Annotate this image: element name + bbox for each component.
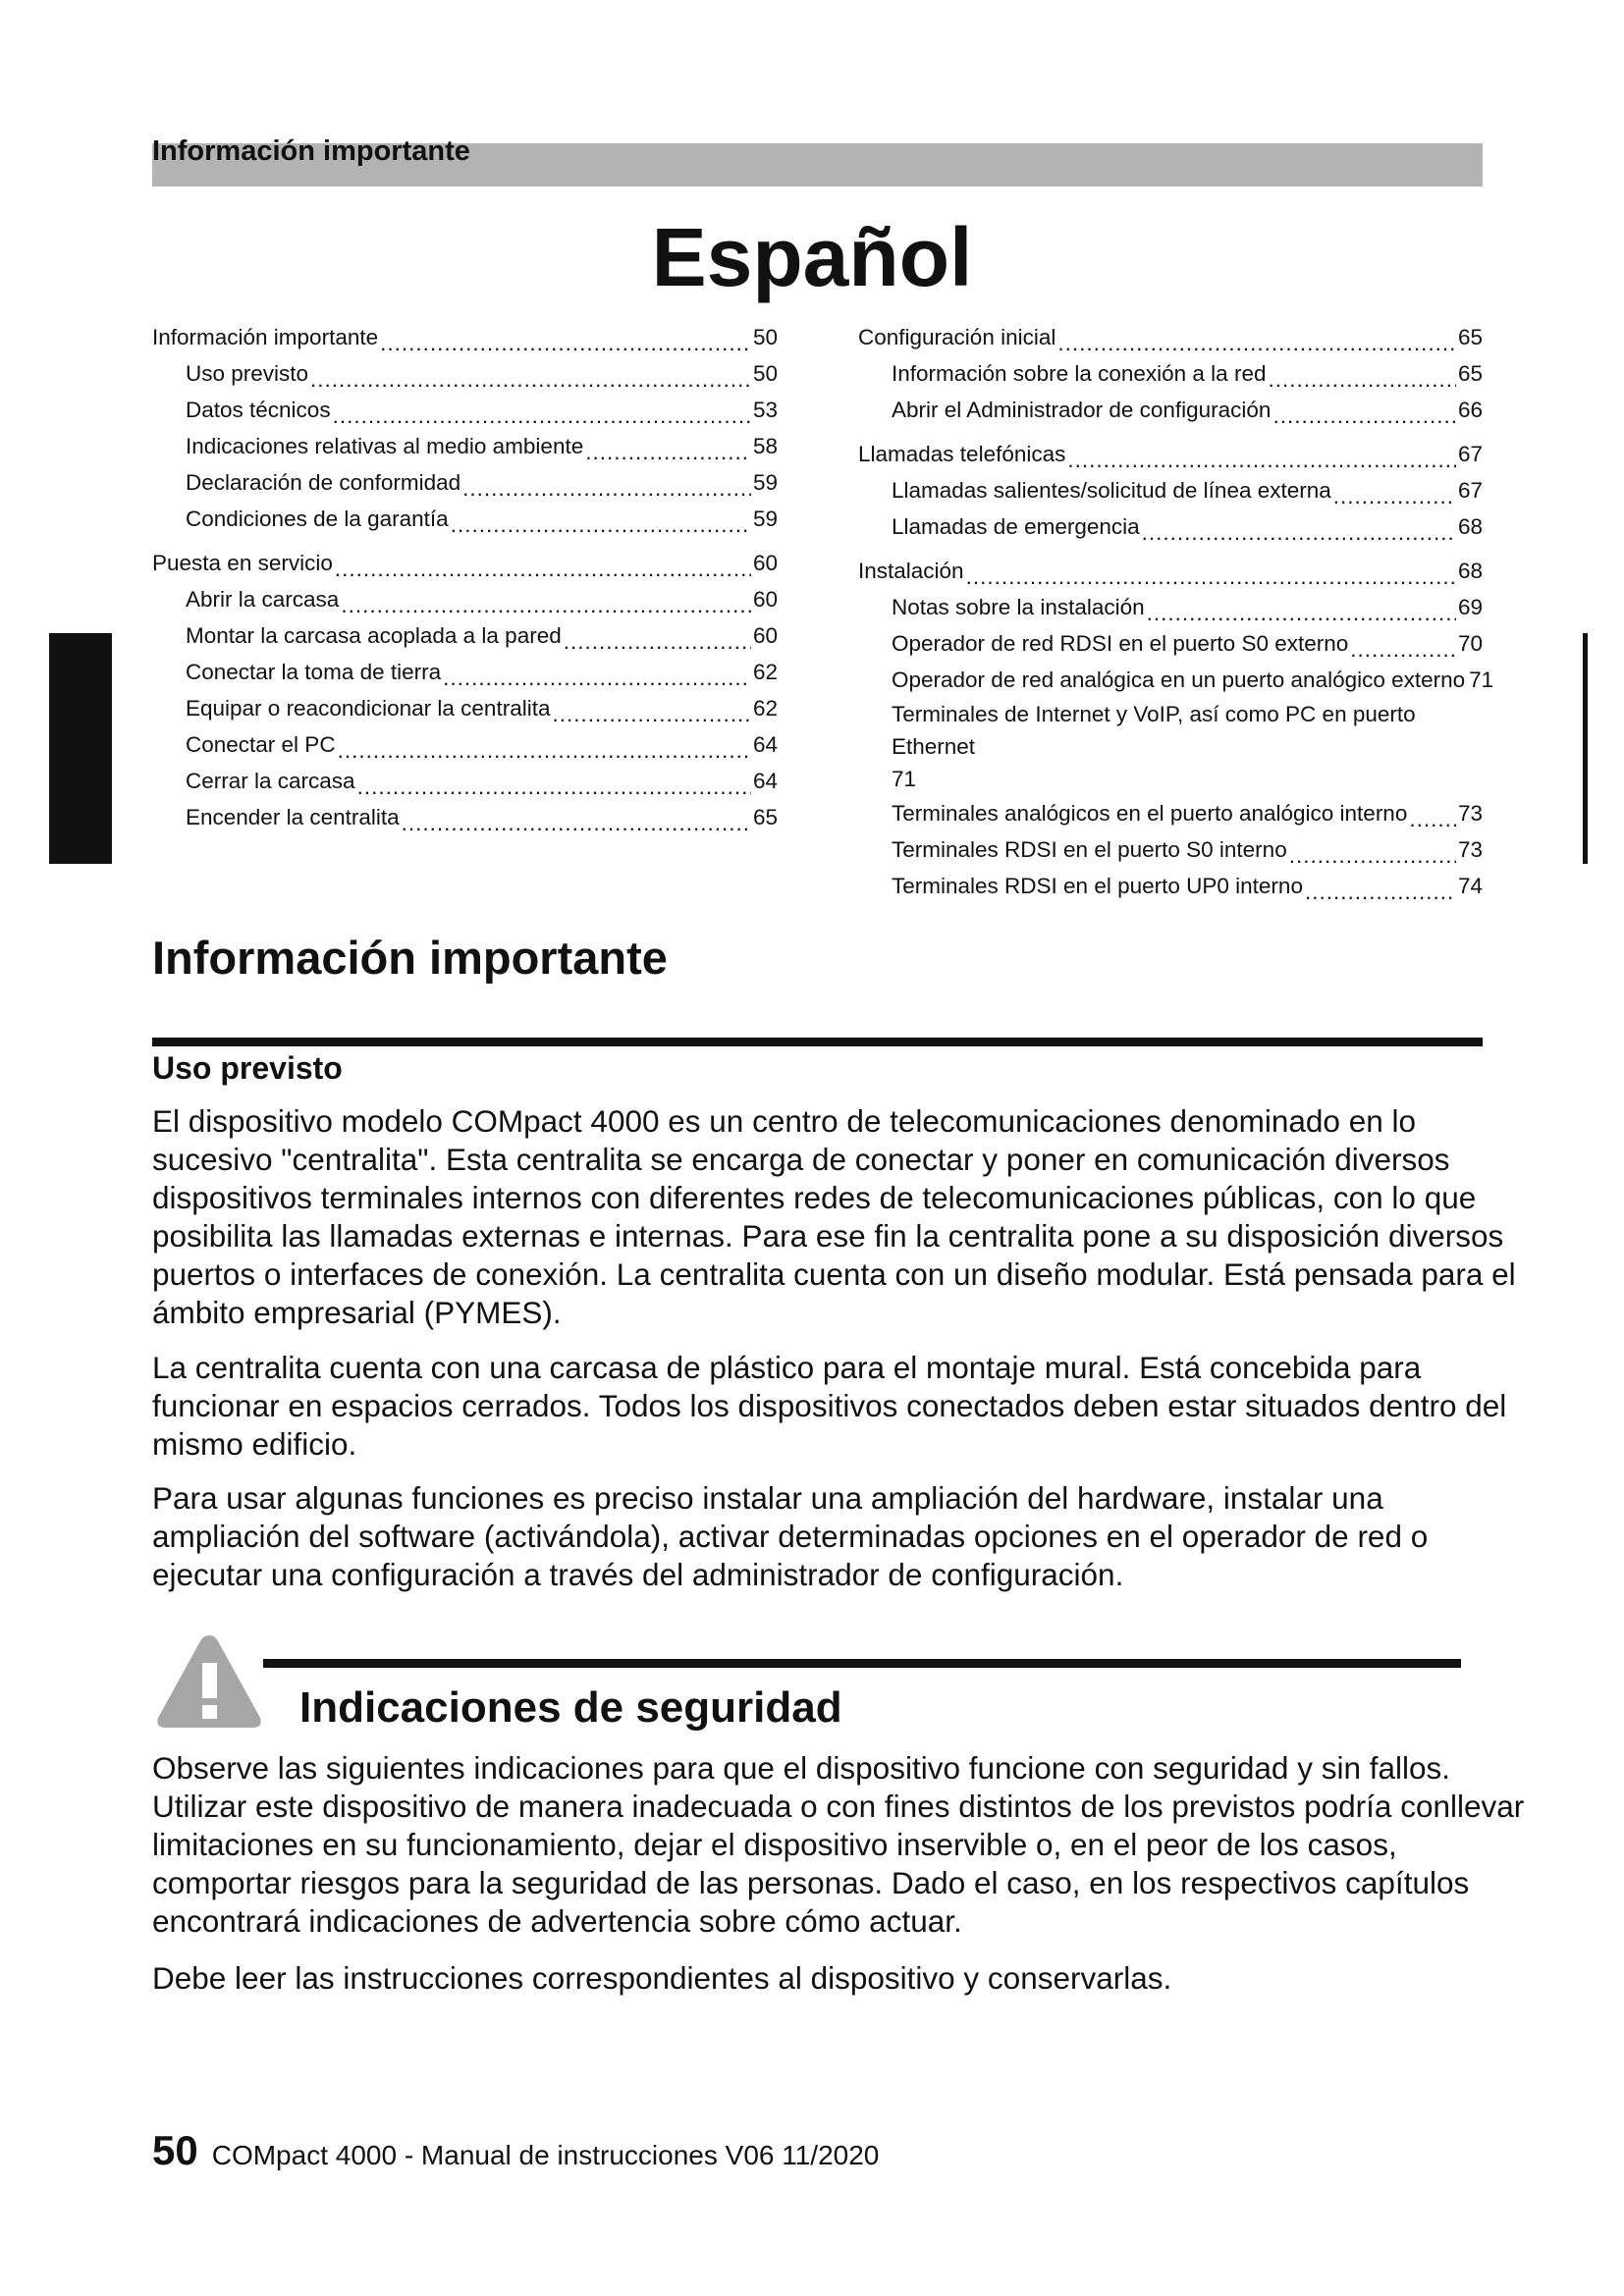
toc-dot-leader xyxy=(552,696,750,721)
toc-entry xyxy=(152,617,778,654)
toc-dot-leader xyxy=(1268,361,1456,387)
toc-entry-page: 71 xyxy=(892,767,917,791)
toc-entry xyxy=(858,589,1483,625)
toc-entry xyxy=(858,319,1483,355)
toc-entry-label: Uso previsto xyxy=(186,361,309,386)
toc-entry-label: Terminales analógicos en el puerto analógico interno xyxy=(892,801,1408,826)
toc-entry-label: Información sobre la conexión a la red xyxy=(892,361,1267,386)
toc-entry-label: Terminales RDSI en el puerto UP0 interno xyxy=(892,874,1303,898)
toc-entry xyxy=(152,763,778,799)
toc-entry xyxy=(858,508,1483,545)
toc-right-column xyxy=(858,319,1494,904)
toc-entry xyxy=(858,831,1483,868)
toc-entry-label: Llamadas salientes/solicitud de línea externa xyxy=(892,478,1331,503)
toc-dot-leader xyxy=(357,769,751,794)
header-section-label: Información importante xyxy=(152,135,470,167)
toc-entry xyxy=(152,690,778,726)
page-number: 50 xyxy=(152,2127,198,2173)
toc-dot-leader xyxy=(1305,874,1456,899)
toc-entry-page: 60 xyxy=(752,587,778,612)
toc-entry xyxy=(152,545,778,581)
toc-dot-leader xyxy=(1289,837,1456,863)
paragraph: Debe leer las instrucciones correspondientes al dispositivo y conservarlas. xyxy=(152,1960,1172,1996)
toc-dot-leader xyxy=(1350,631,1456,657)
toc-entry xyxy=(858,355,1483,392)
toc-entry-page: 65 xyxy=(752,805,778,829)
toc-entry-label: Notas sobre la instalación xyxy=(892,595,1145,619)
safety-title: Indicaciones de seguridad xyxy=(299,1683,842,1732)
toc-entry-page: 67 xyxy=(1457,478,1483,503)
toc-entry-page: 68 xyxy=(1457,514,1483,539)
toc-entry xyxy=(152,726,778,763)
toc-entry xyxy=(858,662,1494,698)
toc-dot-leader xyxy=(1067,442,1456,467)
toc-entry xyxy=(152,428,778,464)
toc-entry-page: 65 xyxy=(1457,361,1483,386)
toc-entry-label: Configuración inicial xyxy=(858,325,1056,349)
chapter-side-line xyxy=(1583,633,1588,864)
toc-entry xyxy=(152,319,778,355)
toc-entry-label: Declaración de conformidad xyxy=(186,470,461,495)
toc-dot-leader xyxy=(1147,595,1456,620)
toc-dot-leader xyxy=(333,398,751,423)
toc-entry-label: Operador de red RDSI en el puerto S0 externo xyxy=(892,631,1349,656)
toc-entry-page: 64 xyxy=(752,732,778,757)
toc-dot-leader xyxy=(341,587,751,613)
toc-dot-leader xyxy=(462,470,751,496)
toc-entry-label: Abrir el Administrador de configuración xyxy=(892,398,1272,422)
toc-entry xyxy=(858,625,1483,662)
paragraph: El dispositivo modelo COMpact 4000 es un centro de telecomunicaciones denominado en lo sucesivo "centralita". Esta centralita se encarga de conectar y poner en comunicación diversos dispositivos terminales internos con diferentes redes de telecomunicaciones públicas, con lo que posibilita las llamadas externas e internas. Para ese fin la centralita pone a su disposición diversos puertos o interfaces de conexión. La centralita cuenta con un diseño modular. Está pensada para el ámbito empresarial (PYMES). xyxy=(152,1103,1516,1330)
toc-entry-page: 50 xyxy=(752,325,778,349)
toc-entry-label: Puesta en servicio xyxy=(152,551,333,575)
paragraph: La centralita cuenta con una carcasa de plástico para el montaje mural. Está concebida para funcionar en espacios cerrados. Todos los dispositivos conectados deben estar situados dentro del mismo edificio. xyxy=(152,1350,1507,1462)
toc-entry xyxy=(152,581,778,617)
toc-entry-page: 50 xyxy=(752,361,778,386)
toc-entry-page: 70 xyxy=(1457,631,1483,656)
toc-entry-page: 73 xyxy=(1457,801,1483,826)
toc-entry-label: Datos técnicos xyxy=(186,398,331,422)
toc-entry-page: 74 xyxy=(1457,874,1483,898)
toc-entry-page: 73 xyxy=(1457,837,1483,862)
toc-entry-label: Terminales RDSI en el puerto S0 interno xyxy=(892,837,1287,862)
toc-dot-leader xyxy=(402,805,751,830)
toc-entry-label: Terminales de Internet y VoIP, así como PC en puerto Ethernet xyxy=(892,702,1416,759)
toc-entry-label: Cerrar la carcasa xyxy=(186,769,355,793)
toc-entry xyxy=(152,501,778,537)
toc-dot-leader xyxy=(451,507,751,532)
section-rule xyxy=(152,1038,1483,1046)
toc-entry-label: Llamadas telefónicas xyxy=(858,442,1066,466)
toc-entry xyxy=(858,795,1483,831)
toc-entry-page: 60 xyxy=(752,551,778,575)
toc-left-column xyxy=(152,319,778,835)
toc-entry xyxy=(152,392,778,428)
toc-entry xyxy=(858,472,1483,508)
toc-entry xyxy=(152,464,778,501)
page-title: Español xyxy=(651,211,973,303)
toc-entry-label: Llamadas de emergencia xyxy=(892,514,1140,539)
toc-entry-label: Montar la carcasa acoplada a la pared xyxy=(186,623,562,648)
toc-entry xyxy=(858,868,1483,904)
toc-entry-page: 59 xyxy=(752,507,778,531)
toc-dot-leader xyxy=(443,660,751,685)
toc-dot-leader xyxy=(1409,801,1456,827)
toc-dot-leader xyxy=(1057,325,1456,350)
toc-entry-label: Conectar la toma de tierra xyxy=(186,660,442,684)
toc-dot-leader xyxy=(1142,514,1456,540)
toc-entry xyxy=(152,799,778,835)
subsection-title: Uso previsto xyxy=(152,1050,343,1086)
toc-entry-page: 71 xyxy=(1469,667,1494,692)
toc-entry xyxy=(858,698,1483,795)
toc-entry-page: 59 xyxy=(752,470,778,495)
paragraph: Para usar algunas funciones es preciso instalar una ampliación del hardware, instalar una ampliación del software (activándola), activar determinadas opciones en el operador de red o ejecutar una configuración a través del administrador de configuración. xyxy=(152,1480,1429,1592)
toc-dot-leader xyxy=(585,434,751,459)
toc-entry-label: Conectar el PC xyxy=(186,732,336,757)
toc-entry-label: Operador de red analógica en un puerto analógico externo xyxy=(892,667,1466,692)
toc-dot-leader xyxy=(338,732,751,758)
toc-dot-leader xyxy=(1333,478,1456,504)
toc-dot-leader xyxy=(310,361,751,387)
toc-entry-page: 66 xyxy=(1457,398,1483,422)
toc-entry-page: 64 xyxy=(752,769,778,793)
toc-dot-leader xyxy=(966,559,1456,584)
warning-icon xyxy=(154,1631,264,1732)
toc-entry-page: 65 xyxy=(1457,325,1483,349)
toc-dot-leader xyxy=(335,551,751,576)
toc-entry-label: Instalación xyxy=(858,559,964,583)
toc-entry xyxy=(858,392,1483,428)
toc-dot-leader xyxy=(1272,398,1456,423)
paragraph: Observe las siguientes indicaciones para que el dispositivo funcione con seguridad y sin fallos. Utilizar este dispositivo de manera inadecuada o con fines distintos de los previstos podría conllevar limitaciones en su funcionamiento, dejar el dispositivo inservible o, en el peor de los casos, comportar riesgos para la seguridad de las personas. Dado el caso, en los respectivos capítulos encontrará indicaciones de advertencia sobre cómo actuar. xyxy=(152,1750,1525,1939)
toc-entry-label: Equipar o reacondicionar la centralita xyxy=(186,696,551,721)
toc-entry-label: Información importante xyxy=(152,325,379,349)
toc-entry-page: 60 xyxy=(752,623,778,648)
toc-entry xyxy=(858,553,1483,589)
toc-entry-label: Indicaciones relativas al medio ambiente xyxy=(186,434,584,458)
toc-entry-page: 53 xyxy=(752,398,778,422)
safety-rule xyxy=(263,1659,1461,1668)
toc-entry-page: 62 xyxy=(752,696,778,721)
toc-entry-label: Encender la centralita xyxy=(186,805,400,829)
chapter-side-tab xyxy=(49,633,112,864)
toc-entry-page: 67 xyxy=(1457,442,1483,466)
section-title: Información importante xyxy=(152,932,668,984)
page-footer xyxy=(152,2127,879,2174)
toc-entry xyxy=(858,436,1483,472)
toc-dot-leader xyxy=(380,325,751,350)
toc-dot-leader xyxy=(564,623,751,649)
toc-entry-page: 62 xyxy=(752,660,778,684)
toc-entry-label: Condiciones de la garantía xyxy=(186,507,449,531)
toc-entry xyxy=(152,355,778,392)
toc-entry xyxy=(152,654,778,690)
toc-entry-label: Abrir la carcasa xyxy=(186,587,340,612)
toc-entry-page: 68 xyxy=(1457,559,1483,583)
toc-entry-page: 69 xyxy=(1457,595,1483,619)
toc-entry-page: 58 xyxy=(752,434,778,458)
footer-text: COMpact 4000 - Manual de instrucciones V06 11/2020 xyxy=(211,2140,880,2170)
header-bar xyxy=(152,135,1483,187)
